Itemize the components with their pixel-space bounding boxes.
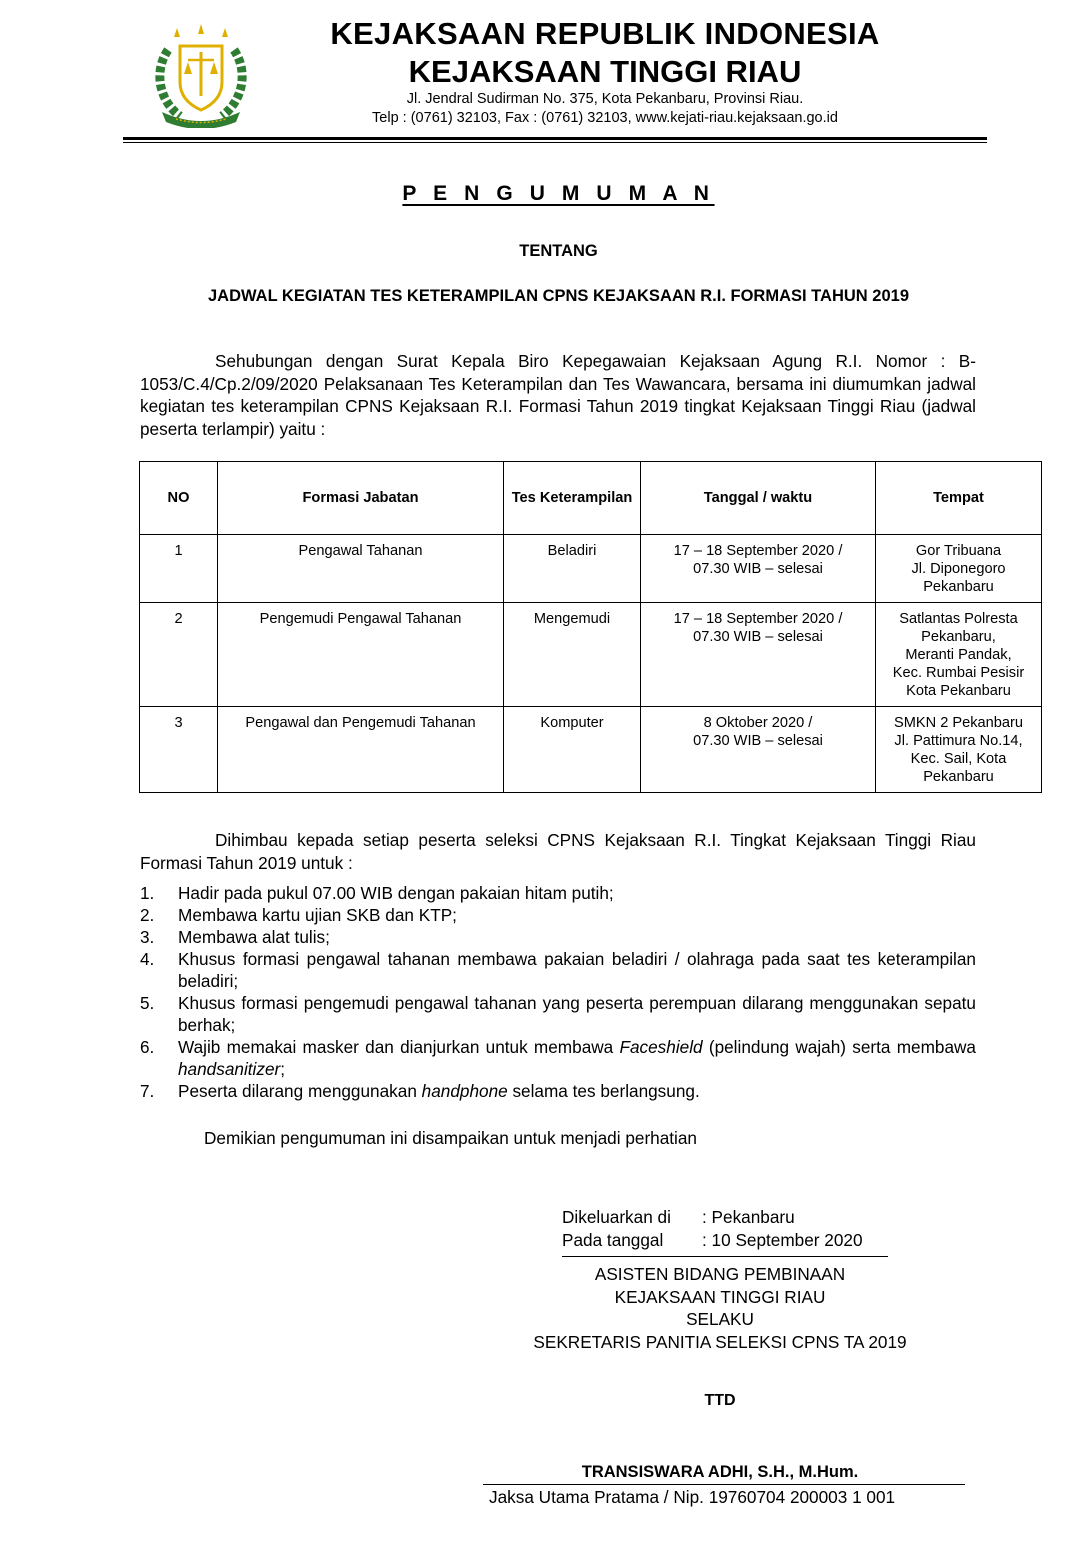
header-tanggal: Tanggal / waktu [641,462,876,535]
org-address: Jl. Jendral Sudirman No. 375, Kota Pekanbaru, Provinsi Riau. [406,91,804,107]
cell-tes: Komputer [504,707,641,793]
signatory-title-line1: ASISTEN BIDANG PEMBINAAN [594,1264,846,1284]
signature-mark: TTD [704,1392,736,1409]
cell-line: SMKN 2 Pekanbaru [894,715,1023,731]
cell-line: Pekanbaru [923,579,994,595]
letterhead-rule-thin [123,142,987,143]
cell-tempat [876,603,1042,707]
intro-paragraph: Sehubungan dengan Surat Kepala Biro Kepegawaian Kejaksaan Agung R.I. Nomor : B-1053/C.4/Cp.2/09/2020 Pelaksanaan Tes Keterampilan dan Tes Wawancara, bersama ini diumumkan jadwal kegiatan tes keterampilan CPNS Kejaksaan R.I. Formasi Tahun 2019 tingkat Kejaksaan Tinggi Riau (jadwal peserta terlampir) yaitu : [140,351,976,439]
cell-line: 17 – 18 September 2020 / [673,543,843,559]
list-item: 2. Membawa kartu ujian SKB dan KTP; [140,905,457,925]
signatory-title-line3: SELAKU [686,1309,754,1329]
cell-line: Meranti Pandak, [905,647,1012,663]
document-subtitle: TENTANG [519,242,598,260]
cell-line: Kec. Rumbai Pesisir [892,665,1025,681]
closing-statement: Demikian pengumuman ini disampaikan untuk menjadi perhatian [204,1128,697,1148]
cell-formasi: Pengawal dan Pengemudi Tahanan [218,707,504,793]
table-header-row [140,462,1042,535]
document-subject: JADWAL KEGIATAN TES KETERAMPILAN CPNS KEJAKSAAN R.I. FORMASI TAHUN 2019 [207,287,909,305]
table-row [140,603,1042,707]
cell-line: Kota Pekanbaru [906,683,1011,699]
list-item: 3. Membawa alat tulis; [140,927,330,947]
signatory-title-line2: KEJAKSAAN TINGGI RIAU [614,1287,826,1307]
cell-formasi: Pengawal Tahanan [218,535,504,603]
org-contact: Telp : (0761) 32103, Fax : (0761) 32103, www.kejati-riau.kejaksaan.go.id [372,110,838,126]
cell-tanggal [641,603,876,707]
cell-line: 07.30 WIB – selesai [693,561,823,577]
list-item: 1. Hadir pada pukul 07.00 WIB dengan pakaian hitam putih; [140,883,614,903]
list-item: 7. Peserta dilarang menggunakan handphone selama tes berlangsung. [140,1081,700,1101]
letterhead-rule-thick [123,137,987,140]
signatory-title-line4: SEKRETARIS PANITIA SELEKSI CPNS TA 2019 [533,1332,907,1352]
cell-line: 07.30 WIB – selesai [693,733,823,749]
cell-tempat [876,535,1042,603]
cell-formasi: Pengemudi Pengawal Tahanan [218,603,504,707]
cell-no: 2 [140,603,218,707]
cell-line: Kec. Sail, Kota [910,751,1007,767]
header-tes: Tes Keterampilan [504,462,641,535]
cell-line: 17 – 18 September 2020 / [673,611,843,627]
schedule-table [139,461,1042,793]
cell-line: 07.30 WIB – selesai [693,629,823,645]
list-item: 5. Khusus formasi pengemudi pengawal tahanan yang peserta perempuan dilarang menggunakan sepatu berhak; [140,993,976,1035]
cell-tanggal [641,535,876,603]
signatory-underline [483,1484,965,1485]
header-formasi: Formasi Jabatan [218,462,504,535]
cell-tes: Beladiri [504,535,641,603]
cell-line: Jl. Pattimura No.14, [894,733,1023,749]
table-row [140,707,1042,793]
kejaksaan-emblem-icon [150,20,252,128]
cell-tempat [876,707,1042,793]
table-row [140,535,1042,603]
header-tempat: Tempat [876,462,1042,535]
cell-no: 3 [140,707,218,793]
cell-no: 1 [140,535,218,603]
header-no: NO [140,462,218,535]
issued-date: Pada tanggal : 10 September 2020 [562,1230,863,1250]
list-item: 4. Khusus formasi pengawal tahanan membawa pakaian beladiri / olahraga pada saat tes keterampilan beladiri; [140,949,976,991]
org-name-line1: KEJAKSAAN REPUBLIK INDONESIA [330,16,880,51]
cell-line: Satlantas Polresta [899,611,1018,627]
requirements-list [140,882,976,1102]
cell-tes: Mengemudi [504,603,641,707]
cell-line: Pekanbaru, [921,629,996,645]
list-item: 6. Wajib memakai masker dan dianjurkan untuk membawa Faceshield (pelindung wajah) serta membawa handsanitizer; [140,1037,976,1079]
cell-line: Gor Tribuana [915,543,1002,559]
issued-divider [562,1256,888,1257]
signatory-nip: Jaksa Utama Pratama / Nip. 19760704 200003 1 001 [489,1487,896,1507]
appeal-paragraph: Dihimbau kepada setiap peserta seleksi CPNS Kejaksaan R.I. Tingkat Kejaksaan Tinggi Riau Formasi Tahun 2019 untuk : [140,830,976,873]
org-name-line2: KEJAKSAAN TINGGI RIAU [408,54,802,89]
cell-line: Pekanbaru [923,769,994,785]
signatory-name: TRANSISWARA ADHI, S.H., M.Hum. [581,1463,859,1481]
cell-line: Jl. Diponegoro [911,561,1006,577]
cell-tanggal [641,707,876,793]
cell-line: 8 Oktober 2020 / [703,715,813,731]
issued-place: Dikeluarkan di : Pekanbaru [562,1207,795,1227]
document-title: P E N G U M U M A N [402,182,715,205]
